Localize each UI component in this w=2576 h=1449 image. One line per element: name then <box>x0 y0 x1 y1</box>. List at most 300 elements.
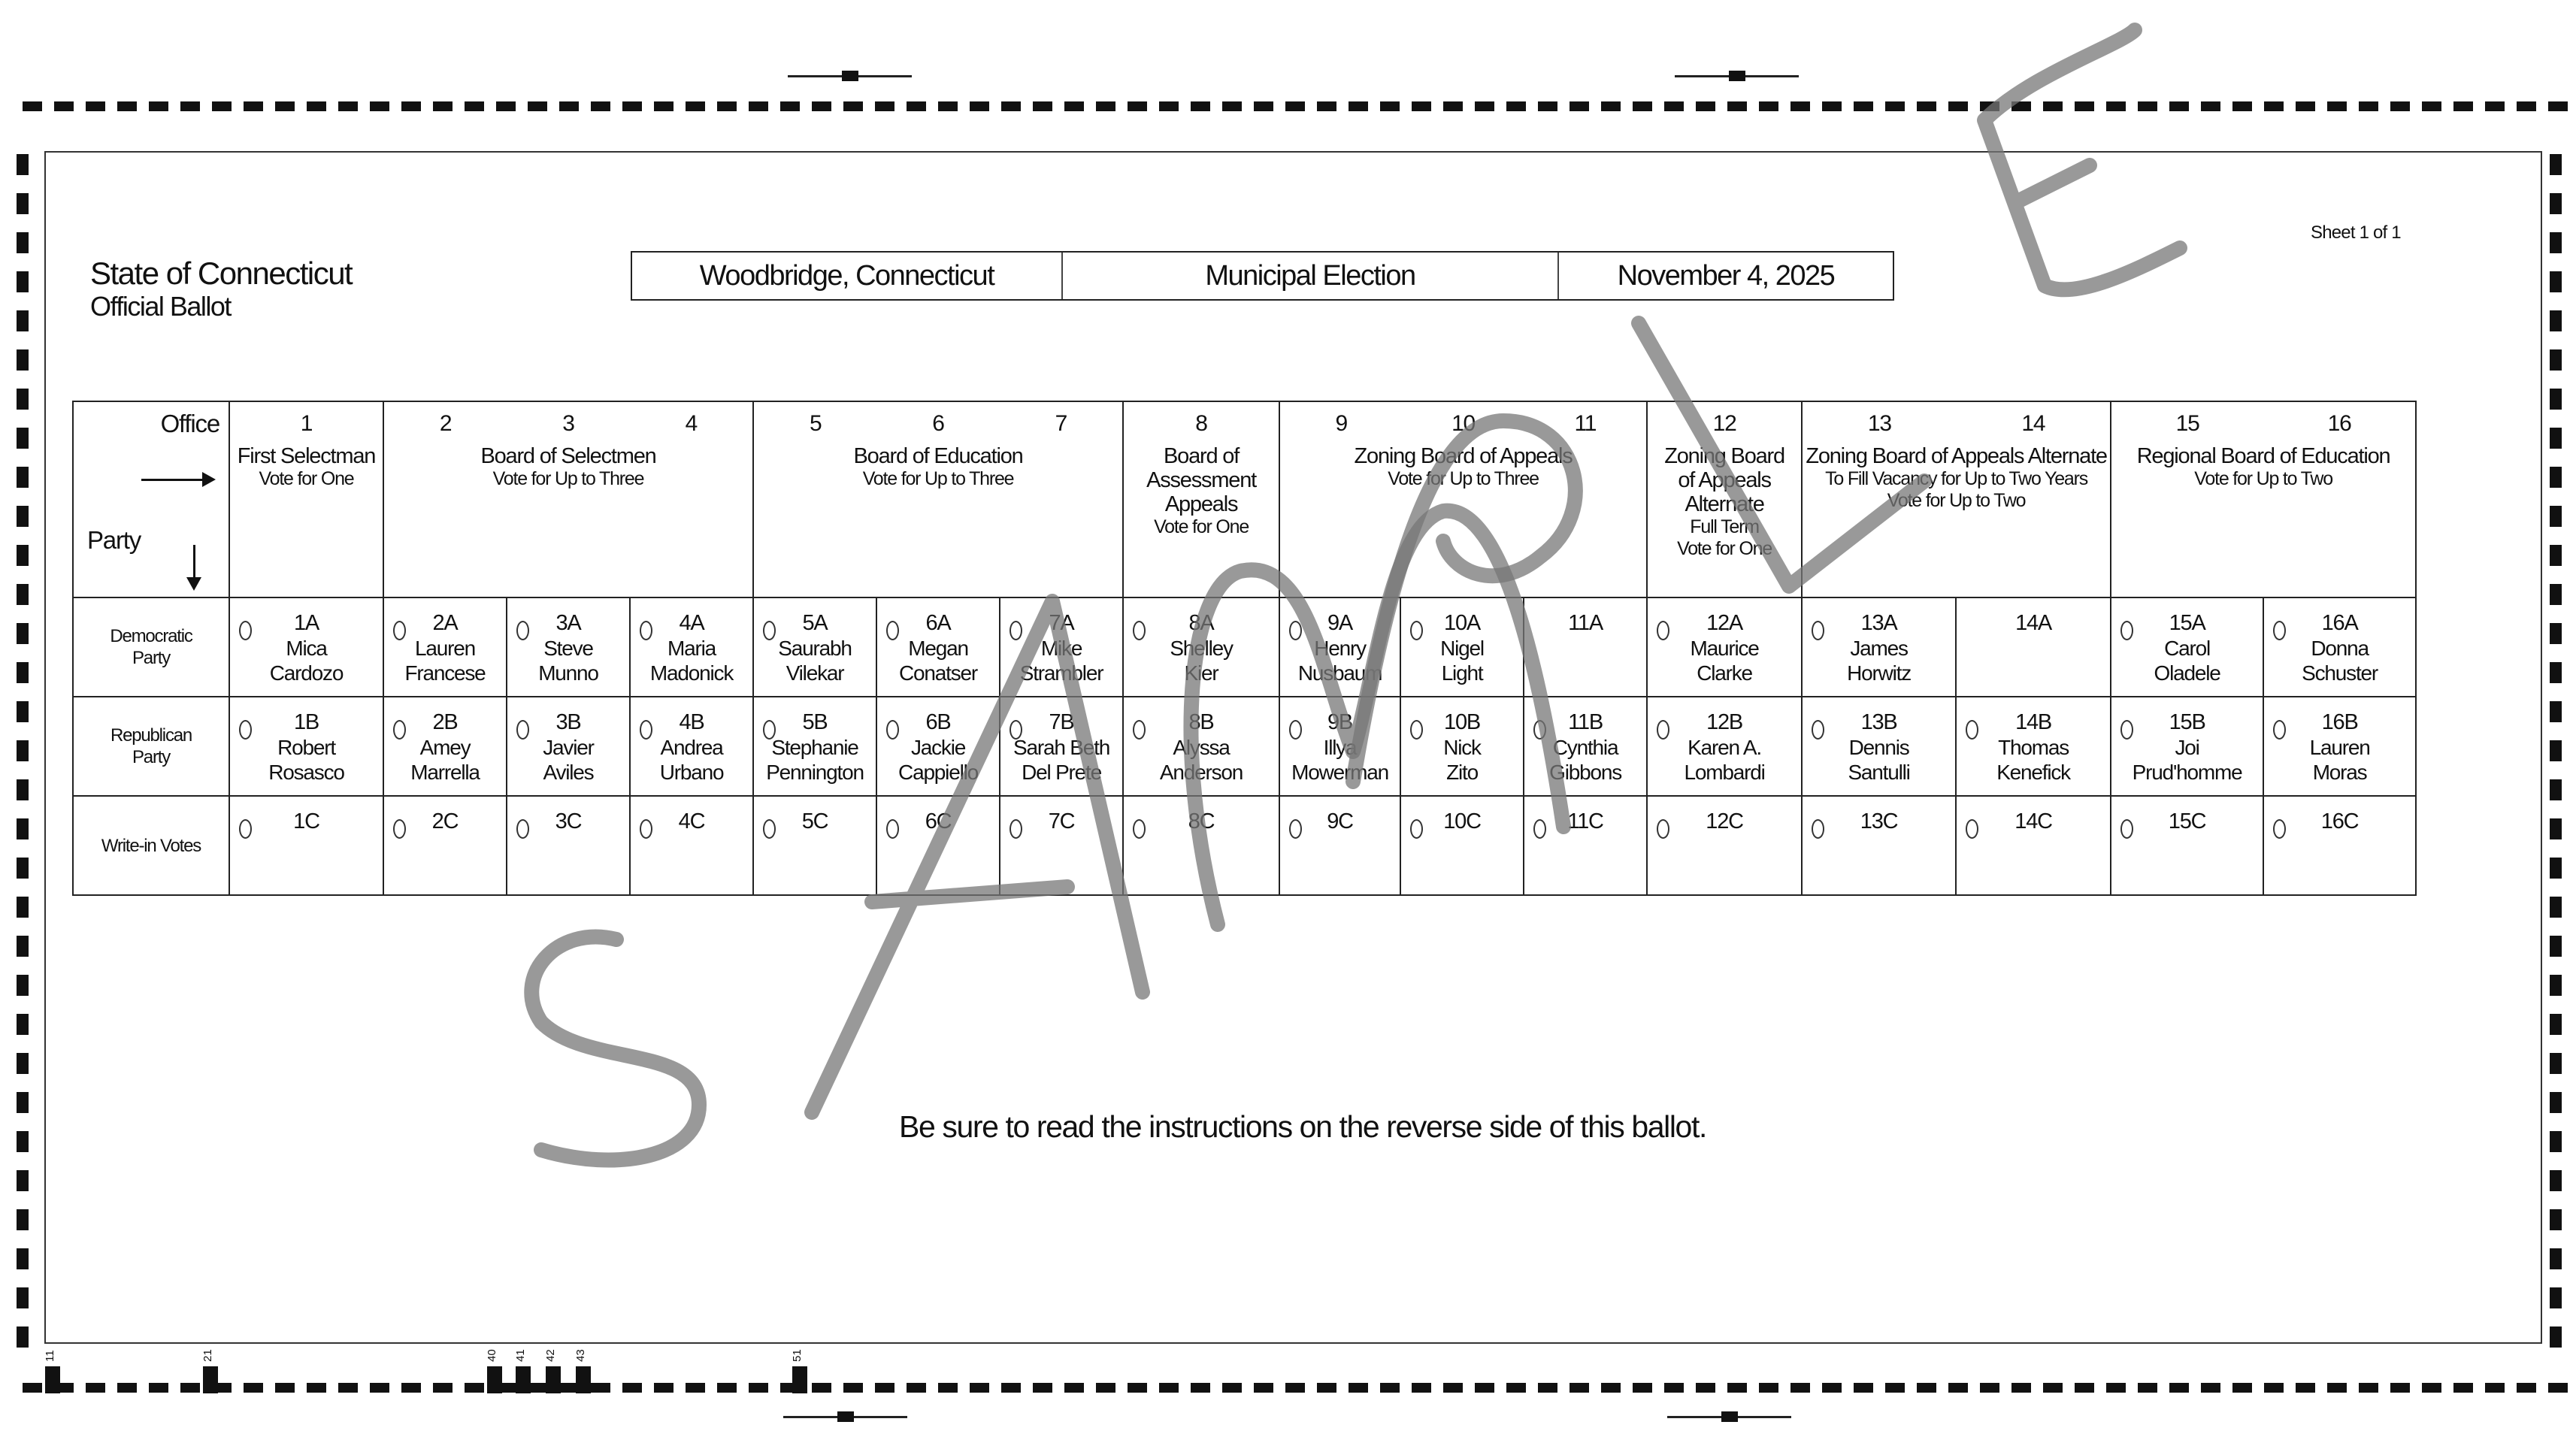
office-title <box>1124 444 1279 516</box>
timing-mark <box>1064 101 1084 111</box>
candidate-cell[interactable] <box>753 597 876 697</box>
timing-mark <box>45 1366 60 1393</box>
candidate-cell[interactable] <box>383 796 507 895</box>
timing-mark <box>1790 101 1810 111</box>
timing-mark <box>1475 1383 1494 1393</box>
registration-line <box>788 75 912 77</box>
timing-mark <box>2201 101 2220 111</box>
office-number: 11 <box>1574 411 1597 436</box>
vote-oval[interactable] <box>1966 819 1978 839</box>
candidate-cell[interactable] <box>2111 597 2263 697</box>
candidate <box>1803 610 1955 708</box>
vote-oval[interactable] <box>2120 720 2133 740</box>
office-number: 13 <box>1867 411 1891 436</box>
timing-mark <box>1475 101 1494 111</box>
timing-mark <box>433 1383 453 1393</box>
election-type: Municipal Election <box>1063 253 1559 299</box>
timing-mark <box>244 101 263 111</box>
candidate-code: 14B <box>2015 710 2052 734</box>
candidate-name: Urbano <box>659 761 724 784</box>
vote-oval[interactable] <box>393 720 406 740</box>
timing-mark <box>2550 1092 2562 1113</box>
arrow-right-icon <box>141 479 213 481</box>
timing-mark <box>2550 310 2562 331</box>
timing-mark <box>875 101 894 111</box>
vote-oval[interactable] <box>1657 621 1669 640</box>
candidate-cell[interactable] <box>2263 796 2416 895</box>
candidate-cell[interactable] <box>1647 597 1802 697</box>
timing-mark <box>792 1366 807 1393</box>
timing-mark <box>1790 1383 1810 1393</box>
timing-mark <box>2550 1131 2562 1152</box>
timing-mark <box>2550 349 2562 371</box>
timing-mark <box>2264 1383 2284 1393</box>
vote-oval[interactable] <box>1133 819 1146 839</box>
timing-mark <box>370 101 389 111</box>
candidate-name: Cynthia <box>1552 736 1618 759</box>
candidate-cell[interactable] <box>1524 796 1647 895</box>
timing-mark <box>1380 1383 1400 1393</box>
vote-oval[interactable] <box>1657 819 1669 839</box>
party-name <box>74 598 229 696</box>
candidate-code: 15B <box>2169 710 2205 734</box>
candidate <box>230 809 383 906</box>
candidate-cell[interactable] <box>2111 796 2263 895</box>
candidate-code: 3B <box>555 710 581 734</box>
candidate <box>631 809 752 906</box>
timing-mark <box>17 1053 29 1074</box>
timing-mark <box>1064 1383 1084 1393</box>
candidate-cell[interactable] <box>1000 697 1123 796</box>
vote-instruction-line: Vote for Up to Two <box>1887 490 2026 511</box>
candidate-code: 1C <box>293 809 319 833</box>
timing-mark <box>338 1383 358 1393</box>
candidate-cell[interactable] <box>383 697 507 796</box>
candidate-cell[interactable] <box>1123 697 1279 796</box>
vote-oval[interactable] <box>1657 720 1669 740</box>
candidate-cell[interactable] <box>1123 597 1279 697</box>
timing-label: 11 <box>44 1350 56 1362</box>
candidate-code: 4B <box>679 710 704 734</box>
candidate-cell[interactable] <box>2263 597 2416 697</box>
timing-mark <box>2106 1383 2126 1393</box>
candidate-cell[interactable] <box>229 697 383 796</box>
vote-oval[interactable] <box>1010 621 1022 640</box>
party-cell <box>73 597 229 697</box>
candidate-cell[interactable] <box>1279 697 1400 796</box>
candidate <box>1124 610 1279 708</box>
candidate-cell[interactable] <box>876 697 1000 796</box>
office-number: 2 <box>439 411 452 436</box>
timing-mark <box>2550 975 2562 996</box>
candidate-name: Saurabh <box>778 637 852 660</box>
candidate-name: Clarke <box>1697 661 1752 685</box>
vote-oval[interactable] <box>1966 720 1978 740</box>
timing-mark <box>2138 1383 2157 1393</box>
timing-mark <box>180 101 200 111</box>
candidate-cell[interactable] <box>630 597 753 697</box>
candidate-cell[interactable] <box>1524 697 1647 796</box>
candidate-cell[interactable] <box>1279 796 1400 895</box>
timing-mark <box>17 623 29 644</box>
candidate-cell[interactable] <box>753 697 876 796</box>
vote-instruction <box>1124 516 1279 538</box>
timing-mark <box>2327 1383 2347 1393</box>
vote-oval[interactable] <box>2273 621 2286 640</box>
timing-mark <box>2550 740 2562 761</box>
candidate-code: 10B <box>1444 710 1481 734</box>
timing-mark <box>2550 1014 2562 1035</box>
candidate-code: 11C <box>1567 809 1603 833</box>
vote-oval[interactable] <box>1812 819 1824 839</box>
timing-mark <box>1254 1383 1273 1393</box>
timing-mark <box>1664 101 1684 111</box>
timing-mark <box>546 1366 561 1393</box>
candidate <box>2264 610 2415 708</box>
candidate-cell[interactable] <box>229 796 383 895</box>
timing-mark <box>307 1383 326 1393</box>
timing-mark <box>465 101 484 111</box>
timing-mark <box>1349 101 1368 111</box>
timing-mark <box>1980 1383 1999 1393</box>
vote-oval[interactable] <box>1812 720 1824 740</box>
office-title <box>230 444 383 468</box>
candidate <box>1803 809 1955 906</box>
timing-mark <box>591 1383 610 1393</box>
candidate-name: Zito <box>1446 761 1478 784</box>
vote-oval[interactable] <box>763 720 776 740</box>
candidate-name: Megan <box>908 637 968 660</box>
timing-mark <box>2011 101 2031 111</box>
ballot-type: Official Ballot <box>90 291 231 322</box>
timing-mark <box>2550 154 2562 175</box>
timing-mark <box>2232 101 2252 111</box>
candidate-name: Marrella <box>410 761 480 784</box>
office-header <box>1802 401 2111 597</box>
vote-oval[interactable] <box>2120 819 2133 839</box>
timing-mark <box>749 1383 768 1393</box>
candidate-name: Illya <box>1323 736 1357 759</box>
timing-mark <box>2550 1326 2562 1348</box>
timing-mark <box>17 740 29 761</box>
candidate-name: Vilekar <box>786 661 844 685</box>
timing-mark <box>1506 1383 1526 1393</box>
candidate-cell[interactable] <box>1400 697 1524 796</box>
state-name: State of Connecticut <box>90 256 353 291</box>
timing-mark <box>203 1366 218 1393</box>
timing-mark <box>1854 1383 1873 1393</box>
timing-mark <box>1822 1383 1842 1393</box>
timing-mark <box>17 975 29 996</box>
timing-mark <box>717 101 737 111</box>
timing-mark <box>17 701 29 722</box>
vote-oval[interactable] <box>640 819 652 839</box>
candidate-code: 12B <box>1706 710 1743 734</box>
vote-instruction-line: Vote for Up to Two <box>2194 468 2332 489</box>
timing-mark <box>2550 428 2562 449</box>
timing-mark <box>2359 101 2378 111</box>
office-number: 9 <box>1335 411 1347 436</box>
office-numbers <box>1280 411 1646 437</box>
timing-mark <box>2550 936 2562 957</box>
timing-mark <box>86 101 105 111</box>
candidate <box>1000 809 1122 906</box>
vote-oval[interactable] <box>763 621 776 640</box>
candidate-code: 8B <box>1188 710 1214 734</box>
vote-oval[interactable] <box>640 621 652 640</box>
timing-mark <box>17 936 29 957</box>
timing-mark <box>1128 101 1147 111</box>
candidate-cell[interactable] <box>2263 697 2416 796</box>
vote-oval[interactable] <box>2120 621 2133 640</box>
candidate-cell[interactable] <box>1647 796 1802 895</box>
timing-mark <box>1222 101 1242 111</box>
timing-mark <box>2550 662 2562 683</box>
vote-oval[interactable] <box>763 819 776 839</box>
vote-instruction-line: Full Term <box>1690 516 1759 537</box>
office-title-line: Zoning Board of Appeals <box>1354 444 1573 468</box>
timing-mark <box>970 1383 989 1393</box>
candidate-code: 7A <box>1049 611 1074 635</box>
candidate <box>384 610 506 708</box>
vote-oval[interactable] <box>886 720 899 740</box>
candidate-cell[interactable] <box>507 597 630 697</box>
vote-oval[interactable] <box>516 720 529 740</box>
candidate-cell[interactable] <box>1802 597 1956 697</box>
timing-mark <box>1159 1383 1179 1393</box>
timing-mark <box>17 818 29 839</box>
candidate-code: 11B <box>1568 710 1603 734</box>
timing-mark <box>2264 101 2284 111</box>
candidate-name: Gibbons <box>1549 761 1621 784</box>
candidate <box>877 709 999 807</box>
vote-instruction <box>2111 468 2415 490</box>
candidate-code: 16A <box>2321 611 2358 635</box>
candidate-code: 4A <box>679 611 704 635</box>
vote-oval[interactable] <box>1010 720 1022 740</box>
timing-mark <box>1633 101 1652 111</box>
candidate <box>1124 709 1279 807</box>
vote-oval[interactable] <box>1133 621 1146 640</box>
candidate-name: Amey <box>419 736 471 759</box>
timing-mark <box>843 101 863 111</box>
candidate-cell[interactable] <box>507 796 630 895</box>
candidate-name: Donna <box>2311 637 2369 660</box>
vote-oval[interactable] <box>1289 720 1302 740</box>
candidate-cell[interactable] <box>876 597 1000 697</box>
vote-oval[interactable] <box>239 621 252 640</box>
office-number: 3 <box>562 411 574 436</box>
office-numbers <box>1124 411 1279 437</box>
candidate <box>384 709 506 807</box>
candidate-cell[interactable] <box>229 597 383 697</box>
candidate-cell[interactable] <box>1123 796 1279 895</box>
timing-mark <box>1759 1383 1778 1393</box>
timing-mark <box>2138 101 2157 111</box>
timing-mark <box>875 1383 894 1393</box>
candidate-cell[interactable] <box>630 697 753 796</box>
vote-oval[interactable] <box>640 720 652 740</box>
candidate-cell[interactable] <box>1400 597 1524 697</box>
candidate-name: Kier <box>1184 661 1218 685</box>
office-title-line: First Selectman <box>237 444 376 468</box>
vote-oval[interactable] <box>1812 621 1824 640</box>
timing-mark <box>2390 1383 2410 1393</box>
timing-mark <box>1096 1383 1115 1393</box>
timing-mark <box>17 897 29 918</box>
timing-mark <box>2232 1383 2252 1393</box>
vote-oval[interactable] <box>1133 720 1146 740</box>
vote-oval[interactable] <box>886 621 899 640</box>
vote-oval[interactable] <box>1410 621 1423 640</box>
vote-oval[interactable] <box>1289 621 1302 640</box>
candidate-code: 15A <box>2169 611 2205 635</box>
vote-instruction-line: Vote for One <box>259 468 354 489</box>
candidate-cell[interactable] <box>1000 597 1123 697</box>
timing-mark <box>465 1383 484 1393</box>
timing-mark <box>1948 1383 1968 1393</box>
timing-label: 43 <box>574 1349 587 1362</box>
timing-mark <box>1885 101 1905 111</box>
party-name-line: Party <box>132 747 171 767</box>
candidate-code: 9B <box>1327 710 1353 734</box>
candidate-name: Mica <box>286 637 327 660</box>
candidate-cell[interactable] <box>1000 796 1123 895</box>
candidate-cell[interactable] <box>630 796 753 895</box>
timing-mark <box>496 101 516 111</box>
timing-mark <box>2550 1053 2562 1074</box>
timing-mark <box>1001 1383 1021 1393</box>
candidate <box>1803 709 1955 807</box>
vote-oval[interactable] <box>2273 720 2286 740</box>
candidate-code: 2B <box>432 710 458 734</box>
candidate-cell[interactable] <box>1956 796 2111 895</box>
candidate-cell[interactable] <box>1647 697 1802 796</box>
candidate-cell[interactable] <box>1802 697 1956 796</box>
candidate <box>1280 809 1400 906</box>
candidate <box>1648 610 1801 708</box>
vote-oval[interactable] <box>1010 819 1022 839</box>
candidate <box>1000 610 1122 708</box>
vote-oval[interactable] <box>1533 720 1546 740</box>
timing-mark <box>1254 101 1273 111</box>
timing-mark <box>2359 1383 2378 1393</box>
candidate-name: Light <box>1441 661 1483 685</box>
timing-mark <box>17 349 29 371</box>
timing-mark <box>1601 1383 1621 1393</box>
vote-oval[interactable] <box>1533 819 1546 839</box>
candidate <box>1648 809 1801 906</box>
timing-mark <box>1759 101 1778 111</box>
vote-oval[interactable] <box>1289 819 1302 839</box>
candidate-code: 6C <box>925 809 952 833</box>
timing-mark <box>54 101 74 111</box>
candidate-cell[interactable] <box>1400 796 1524 895</box>
candidate-code: 6A <box>925 611 951 635</box>
timing-mark <box>591 101 610 111</box>
candidate-code: 6B <box>925 710 951 734</box>
vote-oval[interactable] <box>239 720 252 740</box>
ballot-table <box>72 401 2417 896</box>
candidate-cell[interactable] <box>1956 697 2111 796</box>
timing-mark <box>307 101 326 111</box>
office-number: 10 <box>1451 411 1476 436</box>
vote-instruction-line: Vote for One <box>1677 538 1772 559</box>
ballot-row <box>73 796 2416 895</box>
timing-mark <box>17 1287 29 1308</box>
office-title-line: Alternate <box>1685 492 1764 516</box>
vote-oval[interactable] <box>2273 819 2286 839</box>
candidate-cell[interactable] <box>1279 597 1400 697</box>
timing-mark <box>2550 545 2562 566</box>
vote-oval[interactable] <box>393 621 406 640</box>
timing-mark <box>17 467 29 488</box>
timing-mark <box>1001 101 1021 111</box>
timing-mark <box>2296 1383 2315 1393</box>
candidate-name: Oladele <box>2154 661 2220 685</box>
office-label: Office <box>160 410 219 437</box>
timing-mark <box>2169 1383 2189 1393</box>
vote-oval[interactable] <box>393 819 406 839</box>
candidate-cell <box>1524 597 1647 697</box>
timing-mark <box>1191 1383 1210 1393</box>
timing-mark <box>970 101 989 111</box>
candidate-cell[interactable] <box>1802 796 1956 895</box>
party-name <box>74 697 229 795</box>
candidate-cell[interactable] <box>383 597 507 697</box>
candidate-code: 10C <box>1443 809 1481 833</box>
vote-oval[interactable] <box>886 819 899 839</box>
candidate-cell[interactable] <box>753 796 876 895</box>
vote-instruction <box>1280 468 1646 490</box>
candidate-name: Nusbaum <box>1297 661 1382 685</box>
timing-mark <box>1222 1383 1242 1393</box>
timing-mark <box>938 101 958 111</box>
timing-mark <box>1885 1383 1905 1393</box>
candidate-cell[interactable] <box>876 796 1000 895</box>
vote-oval[interactable] <box>1410 819 1423 839</box>
vote-instruction <box>1803 468 2110 512</box>
timing-mark <box>622 1383 642 1393</box>
candidate <box>1957 709 2110 807</box>
vote-oval[interactable] <box>1410 720 1423 740</box>
candidate <box>2264 709 2415 807</box>
timing-mark <box>516 1366 531 1393</box>
candidate-name: Mowerman <box>1291 761 1388 784</box>
office-numbers <box>754 411 1122 437</box>
candidate-name: Shelley <box>1170 637 1233 660</box>
candidate-cell[interactable] <box>507 697 630 796</box>
candidate-name: Anderson <box>1159 761 1243 784</box>
office-title-line: Board of <box>1164 444 1240 468</box>
office-title-line: Zoning Board of Appeals Alternate <box>1806 444 2107 468</box>
office-title-line: Board of Education <box>853 444 1023 468</box>
timing-mark <box>1696 101 1715 111</box>
candidate-name: Munno <box>538 661 598 685</box>
vote-oval[interactable] <box>516 621 529 640</box>
office-header <box>1279 401 1647 597</box>
timing-mark <box>1443 101 1463 111</box>
timing-mark <box>1570 1383 1589 1393</box>
vote-oval[interactable] <box>516 819 529 839</box>
candidate-cell[interactable] <box>2111 697 2263 796</box>
timing-mark <box>117 1383 137 1393</box>
candidate-cell <box>1956 597 2111 697</box>
timing-mark <box>2485 1383 2505 1393</box>
candidate-name: Madonick <box>649 661 734 685</box>
vote-oval[interactable] <box>239 819 252 839</box>
timing-mark <box>17 310 29 331</box>
